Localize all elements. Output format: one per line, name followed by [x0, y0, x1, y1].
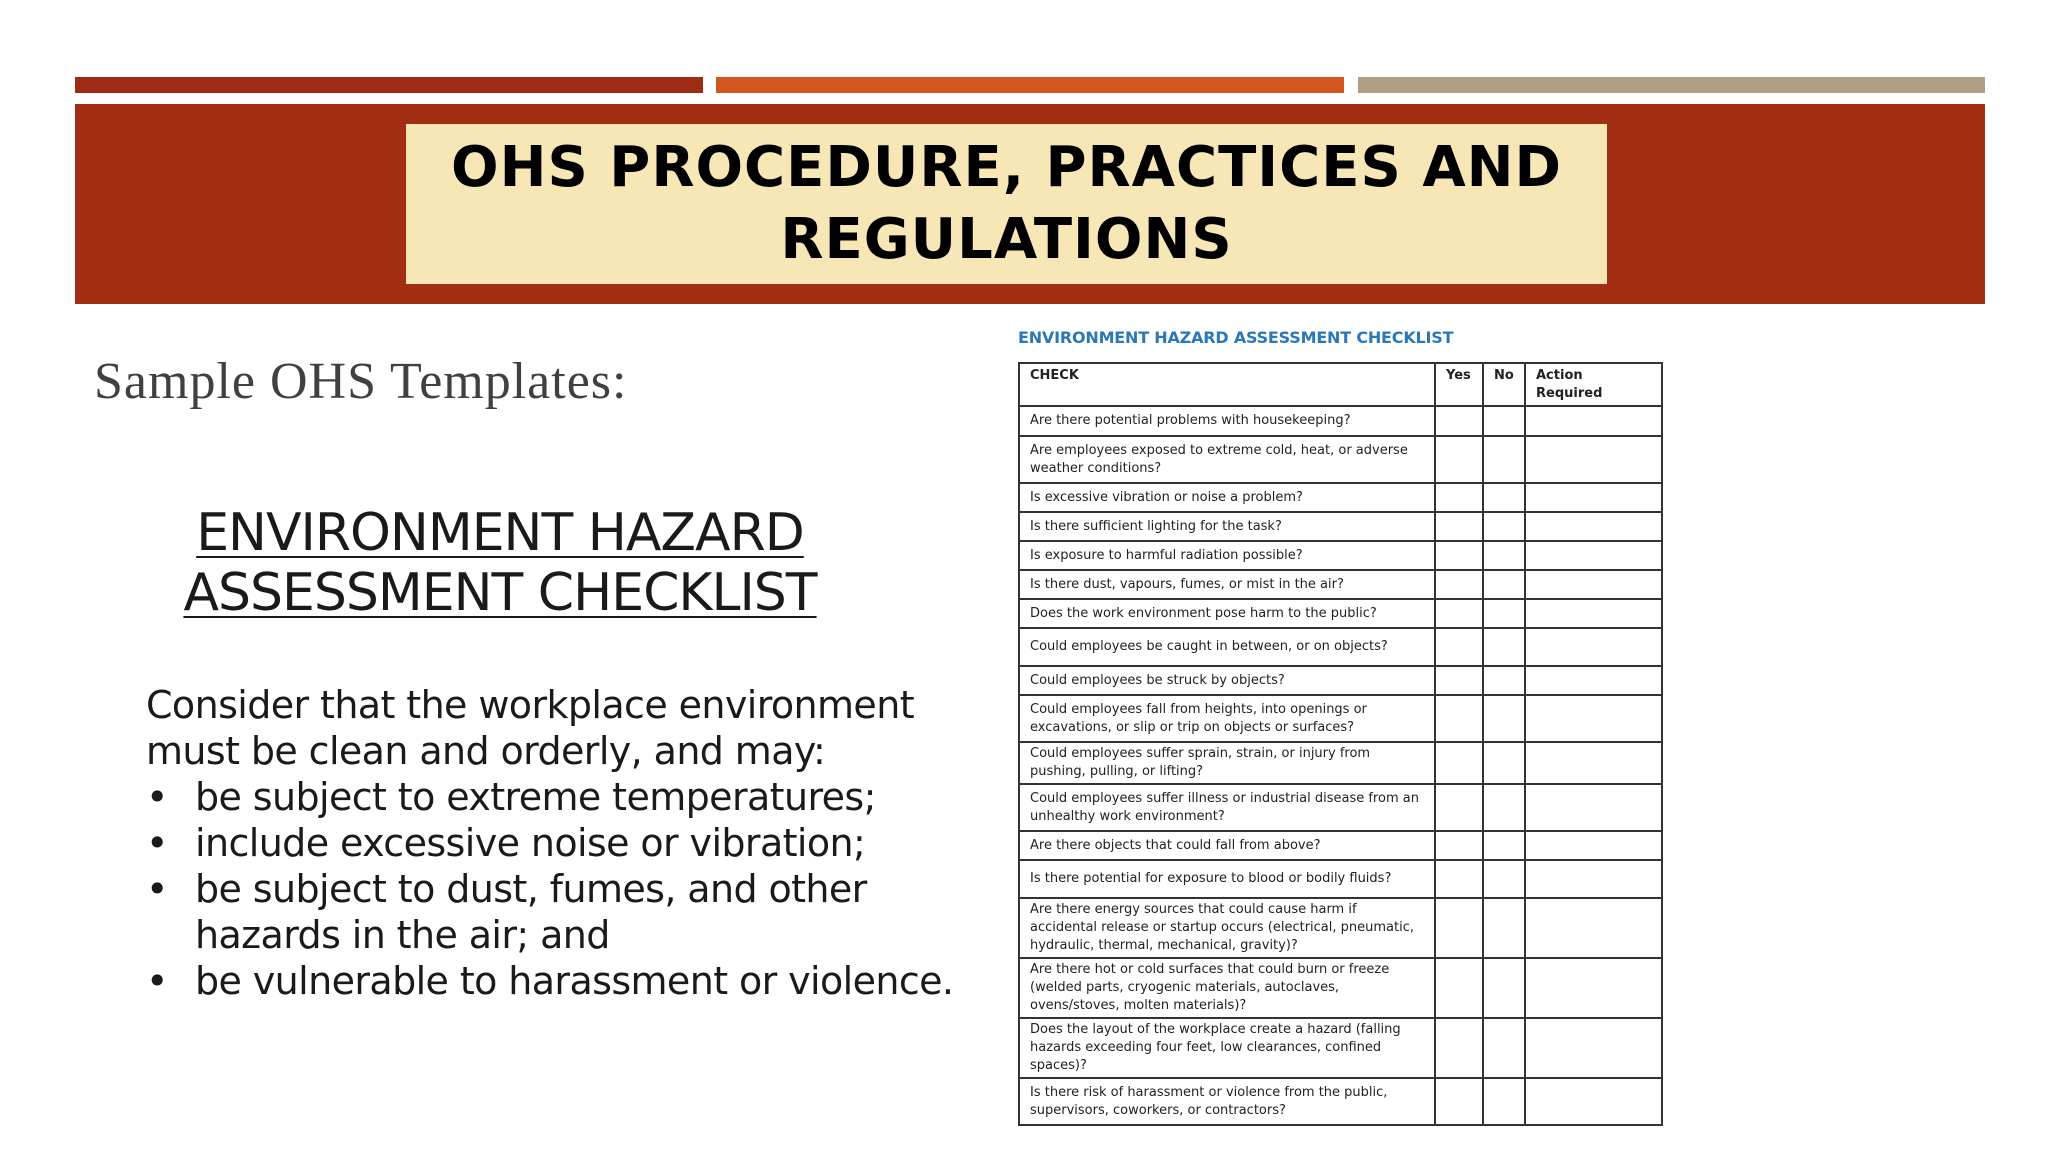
no-cell: [1483, 831, 1525, 860]
table-row: [1019, 860, 1662, 898]
check-question: Is there potential for exposure to blood or bodily fluids?: [1019, 860, 1435, 898]
intro-paragraph: Consider that the workplace environment must be clean and orderly, and may:: [146, 683, 914, 773]
table-row: [1019, 628, 1662, 666]
action-cell: [1525, 1018, 1662, 1078]
table-row: [1019, 406, 1662, 436]
yes-cell: [1435, 1018, 1483, 1078]
check-question: Could employees suffer illness or industrial disease from an unhealthy work environment?: [1019, 784, 1435, 831]
no-cell: [1483, 599, 1525, 628]
action-cell: [1525, 570, 1662, 599]
check-question: Is excessive vibration or noise a problem?: [1019, 483, 1435, 512]
check-question: Are there energy sources that could cause harm if accidental release or startup occurs (electrical, pneumatic, hydraulic, thermal, mechanical, gravity)?: [1019, 898, 1435, 958]
action-cell: [1525, 958, 1662, 1018]
action-cell: [1525, 599, 1662, 628]
checklist-image-title: ENVIRONMENT HAZARD ASSESSMENT CHECKLIST: [1018, 328, 1454, 347]
check-question: Are there hot or cold surfaces that could burn or freeze (welded parts, cryogenic materials, autoclaves, ovens/stoves, molten materials)?: [1019, 958, 1435, 1018]
no-cell: [1483, 1078, 1525, 1125]
yes-cell: [1435, 742, 1483, 784]
checklist-table: [1018, 362, 1663, 1126]
check-question: Are there potential problems with housekeeping?: [1019, 406, 1435, 436]
no-cell: [1483, 483, 1525, 512]
check-question: Is there dust, vapours, fumes, or mist in the air?: [1019, 570, 1435, 599]
check-question: Is there sufficient lighting for the task?: [1019, 512, 1435, 541]
check-question: Is there risk of harassment or violence from the public, supervisors, coworkers, or contractors?: [1019, 1078, 1435, 1125]
table-row: [1019, 784, 1662, 831]
no-cell: [1483, 742, 1525, 784]
table-row: [1019, 1078, 1662, 1125]
yes-cell: [1435, 570, 1483, 599]
yes-cell: [1435, 898, 1483, 958]
checklist-heading: ENVIRONMENT HAZARD ASSESSMENT CHECKLIST: [183, 503, 817, 623]
check-question: Could employees be caught in between, or on objects?: [1019, 628, 1435, 666]
no-cell: [1483, 541, 1525, 570]
table-row: [1019, 695, 1662, 742]
action-cell: [1525, 784, 1662, 831]
yes-cell: [1435, 831, 1483, 860]
bullet-list: [146, 774, 966, 1004]
slide-title: OHS PROCEDURE, PRACTICES AND REGULATIONS: [450, 135, 1563, 272]
table-row: [1019, 599, 1662, 628]
yes-cell: [1435, 860, 1483, 898]
action-cell: [1525, 695, 1662, 742]
header-yes: Yes: [1435, 363, 1483, 406]
yes-cell: [1435, 628, 1483, 666]
yes-cell: [1435, 958, 1483, 1018]
accent-bar-tan: [1358, 77, 1985, 93]
yes-cell: [1435, 599, 1483, 628]
yes-cell: [1435, 436, 1483, 483]
no-cell: [1483, 784, 1525, 831]
table-row: [1019, 1018, 1662, 1078]
slide-subtitle: Sample OHS Templates:: [94, 353, 628, 410]
header-action-required: Action Required: [1525, 363, 1662, 406]
no-cell: [1483, 570, 1525, 599]
action-cell: [1525, 1078, 1662, 1125]
no-cell: [1483, 666, 1525, 695]
table-row: [1019, 666, 1662, 695]
table-header-row: [1019, 363, 1662, 406]
no-cell: [1483, 695, 1525, 742]
action-cell: [1525, 406, 1662, 436]
accent-bar-orange: [716, 77, 1344, 93]
action-cell: [1525, 831, 1662, 860]
table-row: [1019, 831, 1662, 860]
bullet-item: • be vulnerable to harassment or violence.: [146, 958, 966, 1004]
action-cell: [1525, 628, 1662, 666]
table-row: [1019, 958, 1662, 1018]
action-cell: [1525, 742, 1662, 784]
yes-cell: [1435, 1078, 1483, 1125]
check-question: Are there objects that could fall from above?: [1019, 831, 1435, 860]
check-question: Could employees be struck by objects?: [1019, 666, 1435, 695]
bullet-item: • be subject to extreme temperatures;: [146, 774, 966, 820]
check-question: Does the layout of the workplace create a hazard (falling hazards exceeding four feet, low clearances, confined spaces)?: [1019, 1018, 1435, 1078]
table-row: [1019, 570, 1662, 599]
action-cell: [1525, 666, 1662, 695]
check-question: Could employees suffer sprain, strain, or injury from pushing, pulling, or lifting?: [1019, 742, 1435, 784]
yes-cell: [1435, 695, 1483, 742]
no-cell: [1483, 512, 1525, 541]
action-cell: [1525, 898, 1662, 958]
table-row: [1019, 483, 1662, 512]
header-check: CHECK: [1019, 363, 1435, 406]
table-row: [1019, 898, 1662, 958]
check-question: Could employees fall from heights, into openings or excavations, or slip or trip on objects or surfaces?: [1019, 695, 1435, 742]
action-cell: [1525, 860, 1662, 898]
no-cell: [1483, 860, 1525, 898]
check-question: Is exposure to harmful radiation possible?: [1019, 541, 1435, 570]
table-row: [1019, 436, 1662, 483]
action-cell: [1525, 512, 1662, 541]
no-cell: [1483, 958, 1525, 1018]
accent-bar-dark-red: [75, 77, 703, 93]
action-cell: [1525, 436, 1662, 483]
yes-cell: [1435, 512, 1483, 541]
table-row: [1019, 742, 1662, 784]
bullet-item: • be subject to dust, fumes, and other hazards in the air; and: [146, 866, 966, 958]
yes-cell: [1435, 406, 1483, 436]
no-cell: [1483, 898, 1525, 958]
action-cell: [1525, 483, 1662, 512]
yes-cell: [1435, 483, 1483, 512]
header-no: No: [1483, 363, 1525, 406]
yes-cell: [1435, 541, 1483, 570]
table-row: [1019, 541, 1662, 570]
check-question: Are employees exposed to extreme cold, heat, or adverse weather conditions?: [1019, 436, 1435, 483]
no-cell: [1483, 406, 1525, 436]
table-row: [1019, 512, 1662, 541]
body-text: [146, 682, 966, 1004]
title-box: [406, 124, 1607, 284]
check-question: Does the work environment pose harm to the public?: [1019, 599, 1435, 628]
yes-cell: [1435, 666, 1483, 695]
yes-cell: [1435, 784, 1483, 831]
no-cell: [1483, 1018, 1525, 1078]
no-cell: [1483, 628, 1525, 666]
bullet-item: • include excessive noise or vibration;: [146, 820, 966, 866]
action-cell: [1525, 541, 1662, 570]
no-cell: [1483, 436, 1525, 483]
